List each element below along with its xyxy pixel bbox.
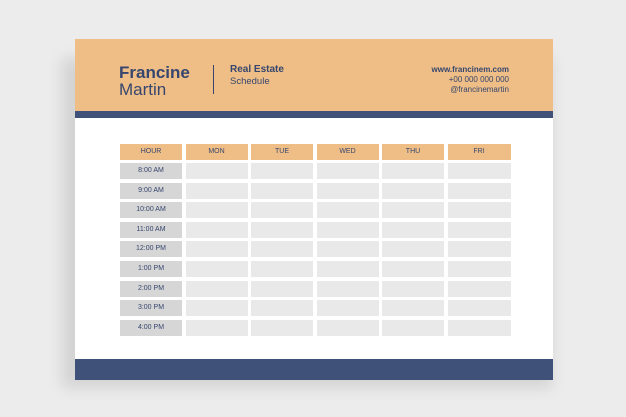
hour-label: 3:00 PM [120,300,182,316]
schedule-slot-tue[interactable] [251,222,313,238]
schedule-slot-mon[interactable] [186,163,248,179]
first-name: Francine [119,63,190,82]
schedule-slot-fri[interactable] [448,281,511,297]
document-title [230,64,284,88]
schedule-slot-wed[interactable] [317,261,379,277]
title-main: Real Estate [230,64,284,75]
schedule-slot-mon[interactable] [186,300,248,316]
schedule-slot-thu[interactable] [382,241,444,257]
schedule-slot-tue[interactable] [251,183,313,199]
schedule-slot-tue[interactable] [251,320,313,336]
schedule-slot-tue[interactable] [251,241,313,257]
hour-label: 10:00 AM [120,202,182,218]
hour-label: 2:00 PM [120,281,182,297]
header-stripe [75,111,553,118]
card-header [75,39,553,111]
schedule-slot-wed[interactable] [317,163,379,179]
schedule-slot-wed[interactable] [317,202,379,218]
schedule-slot-fri[interactable] [448,261,511,277]
footer-stripe [75,359,553,380]
schedule-slot-tue[interactable] [251,300,313,316]
schedule-grid [120,144,511,339]
schedule-slot-tue[interactable] [251,281,313,297]
hour-label: 11:00 AM [120,222,182,238]
column-header-mon: MON [186,144,248,160]
column-header-wed: WED [317,144,379,160]
schedule-slot-fri[interactable] [448,241,511,257]
schedule-slot-tue[interactable] [251,163,313,179]
column-header-fri: FRI [448,144,511,160]
hour-label: 1:00 PM [120,261,182,277]
column-header-hour: HOUR [120,144,182,160]
schedule-slot-tue[interactable] [251,261,313,277]
schedule-slot-thu[interactable] [382,261,444,277]
schedule-slot-mon[interactable] [186,261,248,277]
social-handle-text: @francinemartin [450,85,509,94]
schedule-slot-mon[interactable] [186,281,248,297]
schedule-slot-thu[interactable] [382,222,444,238]
schedule-slot-mon[interactable] [186,241,248,257]
schedule-slot-thu[interactable] [382,183,444,199]
hour-label: 4:00 PM [120,320,182,336]
schedule-slot-thu[interactable] [382,300,444,316]
schedule-slot-wed[interactable] [317,241,379,257]
schedule-slot-fri[interactable] [448,163,511,179]
schedule-slot-fri[interactable] [448,222,511,238]
schedule-slot-wed[interactable] [317,183,379,199]
schedule-slot-tue[interactable] [251,202,313,218]
hour-label: 12:00 PM [120,241,182,257]
website-text: www.francinem.com [431,65,509,74]
schedule-slot-wed[interactable] [317,281,379,297]
schedule-slot-mon[interactable] [186,320,248,336]
owner-name [119,64,190,98]
last-name: Martin [119,80,167,99]
schedule-slot-thu[interactable] [382,163,444,179]
schedule-slot-thu[interactable] [382,281,444,297]
schedule-slot-wed[interactable] [317,320,379,336]
schedule-slot-mon[interactable] [186,202,248,218]
schedule-slot-wed[interactable] [317,222,379,238]
header-divider [213,65,214,94]
column-header-thu: THU [382,144,444,160]
schedule-card [75,39,553,380]
schedule-slot-mon[interactable] [186,222,248,238]
phone-text: +00 000 000 000 [448,75,509,84]
title-sub: Schedule [230,76,270,87]
schedule-slot-fri[interactable] [448,300,511,316]
column-header-tue: TUE [251,144,313,160]
hour-label: 9:00 AM [120,183,182,199]
schedule-slot-fri[interactable] [448,202,511,218]
hour-label: 8:00 AM [120,163,182,179]
schedule-slot-fri[interactable] [448,183,511,199]
contact-info [432,64,510,95]
schedule-slot-thu[interactable] [382,202,444,218]
schedule-slot-fri[interactable] [448,320,511,336]
schedule-slot-mon[interactable] [186,183,248,199]
schedule-slot-thu[interactable] [382,320,444,336]
schedule-slot-wed[interactable] [317,300,379,316]
